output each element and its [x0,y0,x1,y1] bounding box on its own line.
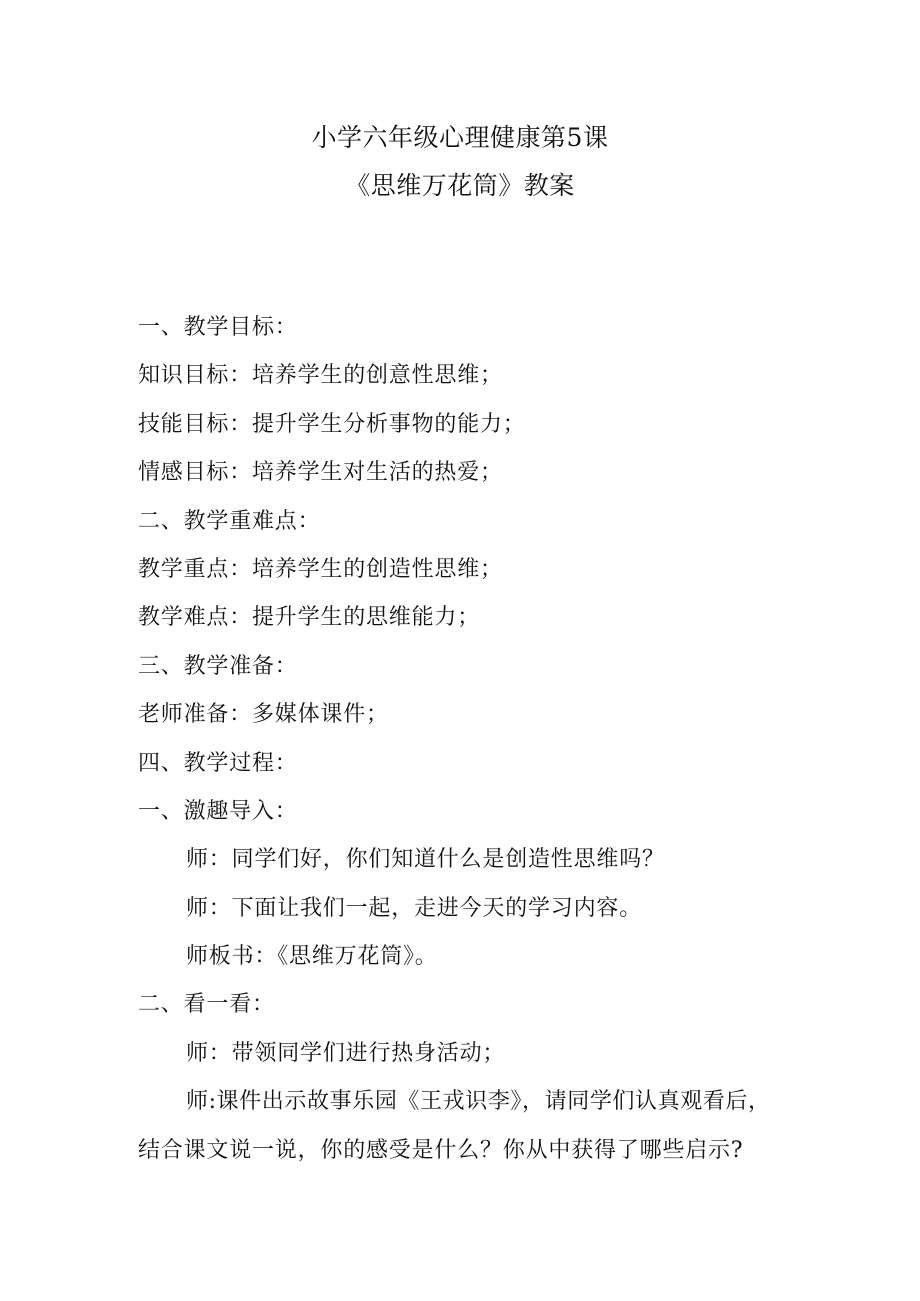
text-line: 师：下面让我们一起，走进今天的学习内容。 [186,895,643,921]
text-line: 知识目标：培养学生的创意性思维； [138,363,503,389]
section-heading-objectives: 一、教学目标： [138,315,298,340]
text-line: 教学重点：培养学生的创造性思维； [138,556,503,582]
document-title-line1: 小学六年级心理健康第5课 [311,123,609,152]
text-line: 老师准备：多媒体课件； [138,702,389,728]
text-line: 结合课文说一说，你的感受是什么？你从中获得了哪些启示? [138,1137,744,1163]
subsection-heading-intro: 一、激趣导入： [138,798,298,824]
document-body [138,311,788,1182]
text-line: 师：带领同学们进行热身活动； [186,1040,506,1066]
subsection-heading-look: 二、看一看： [138,992,275,1018]
section-heading-process: 四、教学过程： [138,750,298,776]
text-line: 师：同学们好，你们知道什么是创造性思维吗？ [186,847,665,873]
section-heading-key-points: 二、教学重难点： [138,508,321,534]
section-heading-preparation: 三、教学准备： [138,653,298,679]
text-line: 情感目标：培养学生对生活的热爱； [138,460,503,486]
text-line: 师板书：《思维万花筒》。 [186,944,438,970]
text-line: 师:课件出示故事乐园《王戎识李》，请同学们认真观看后， [186,1089,771,1115]
text-line: 技能目标：提升学生分析事物的能力； [138,411,526,437]
document-title-line2: 《思维万花筒》教案 [345,171,575,200]
text-line: 教学难点：提升学生的思维能力； [138,605,481,631]
